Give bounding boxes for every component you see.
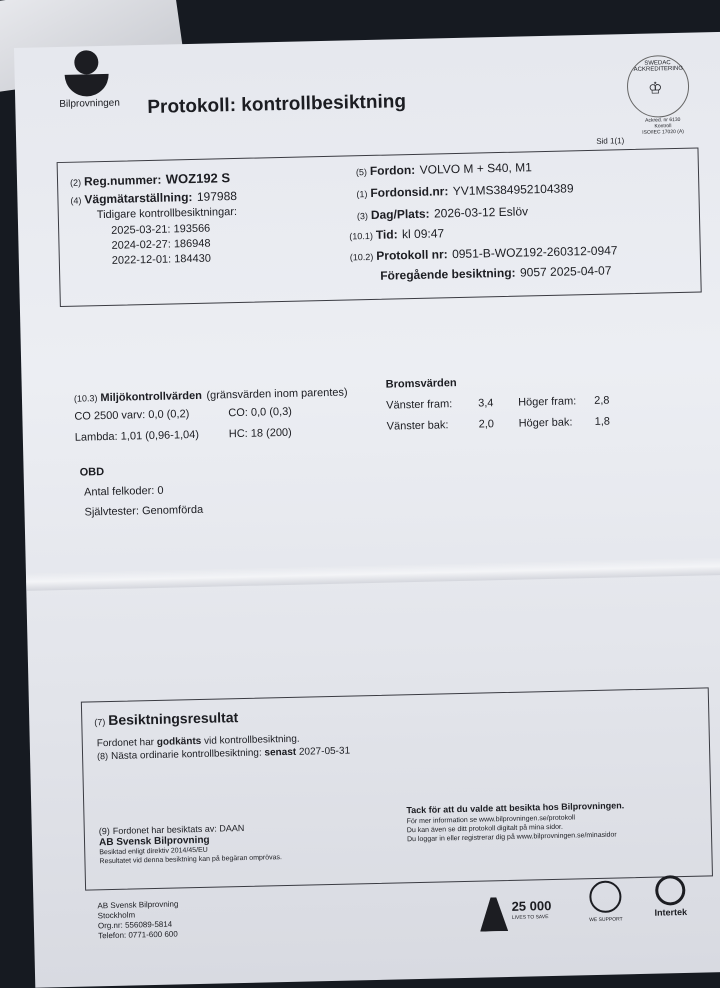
result-approved-line: Fordonet har godkänts vid kontrollbesiktning. [96,733,300,750]
list-item: 2025-03-21: 193566 [111,222,211,237]
brand-name: Bilprovningen [59,97,121,110]
brake-left-front-label: Vänster fram: [386,398,453,412]
intertek-badge: Intertek [645,875,696,928]
bilprovningen-logo-icon [74,50,99,75]
appeal-text: Resultatet vid denna besiktning kan på begäran omprövas. [99,854,283,866]
time-row: (10.1) Tid: kl 09:47 [349,226,445,242]
seal-text: SWEDAC ACKREDITERING [633,60,684,73]
hc-value: HC: 18 (200) [228,426,292,441]
result-heading: (7) Besiktningsresultat [94,709,239,729]
inspector-line: (9) Fordonet har besiktats av: DAAN [98,822,245,837]
brake-left-rear-label: Vänster bak: [386,419,449,433]
digital-info: För mer information se www.bilprovningen.se/protokoll Du kan även se ditt protokoll digitalt på mina sidor. Du loggar in eller registrerar dig på www.bilprovningen.se/minasidor [406,814,617,844]
road-safety-badge [479,886,570,936]
reg-number-row: (2) Reg.nummer: WOZ192 S [69,170,231,189]
obd-fault-count: Antal felkoder: 0 [83,484,164,499]
result-box [81,687,713,890]
brake-right-rear-label: Höger bak: [518,416,573,430]
brake-right-front-label: Höger fram: [518,395,577,409]
vin-row: (1) Fordonsid.nr: YV1MS384952104389 [356,181,574,200]
vehicle-info-box [57,147,702,307]
directive-text: Besiktad enligt direktiv 2014/45/EU [99,846,208,857]
brake-right-front-value: 2,8 [594,394,610,407]
co-value: CO: 0,0 (0,3) [228,405,293,420]
paper-fold [26,557,720,591]
brake-left-rear-value: 2,0 [478,418,495,431]
road-icon [479,897,508,932]
bilprovningen-logo-bowl-icon [65,74,109,97]
previous-inspections-label: Tidigare kontrollbesiktningar: [96,205,238,222]
list-item: 2022-12-01: 184430 [111,252,212,267]
list-item: 2024-02-27: 186948 [111,237,211,252]
globe-icon [589,880,622,913]
global-compact-badge: WE SUPPORT [585,880,626,929]
badge-25000-sub: LIVES TO SAVE [511,914,549,921]
previous-inspections-list [111,222,211,269]
thanks-text: Tack för att du valde att besikta hos Bilprovningen. [406,800,625,816]
inspection-protocol-document [14,32,720,988]
co-2500-value: CO 2500 varv: 0,0 (0,2) [74,408,190,423]
vehicle-model-row: (5) Fordon: VOLVO M + S40, M1 [355,160,532,178]
result-company: AB Svensk Bilprovning [98,834,210,849]
badge-25000: 25 000 [511,898,552,914]
crown-icon: ♔ [647,80,663,98]
next-inspection-line: (8) Nästa ordinarie kontrollbesiktning: senast 2027-05-31 [96,745,351,762]
page-title: Protokoll: kontrollbesiktning [147,91,407,118]
odometer-row: (4) Vägmätarställning: 197988 [70,188,238,207]
previous-inspection-row: Föregående besiktning: 9057 2025-04-07 [380,263,612,283]
footer-address: AB Svensk Bilprovning Stockholm Org.nr: 556089-5814 Telefon: 0771-600 600 [97,899,179,941]
obd-selftest: Självtester: Genomförda [84,503,204,519]
page-number: Sid 1(1) [596,136,625,146]
env-heading: (10.3) Miljökontrollvärden (gränsvärden inom parentes) [73,386,348,405]
protocol-number-row: (10.2) Protokoll nr: 0951-B-WOZ192-260312-0947 [349,243,618,263]
seal-sub: Ackred. nr 6130 Kontroll ISO/IEC 17020 (A) [642,116,684,136]
brake-left-front-value: 3,4 [478,397,494,410]
lambda-value: Lambda: 1,01 (0,96-1,04) [74,428,200,444]
intertek-globe-icon [655,875,686,906]
date-place-row: (3) Dag/Plats: 2026-03-12 Eslöv [356,204,529,222]
swedac-seal-icon [626,55,689,118]
brake-heading: Bromsvärden [385,377,457,391]
brake-right-rear-value: 1,8 [594,415,611,428]
obd-heading: OBD [79,466,105,479]
